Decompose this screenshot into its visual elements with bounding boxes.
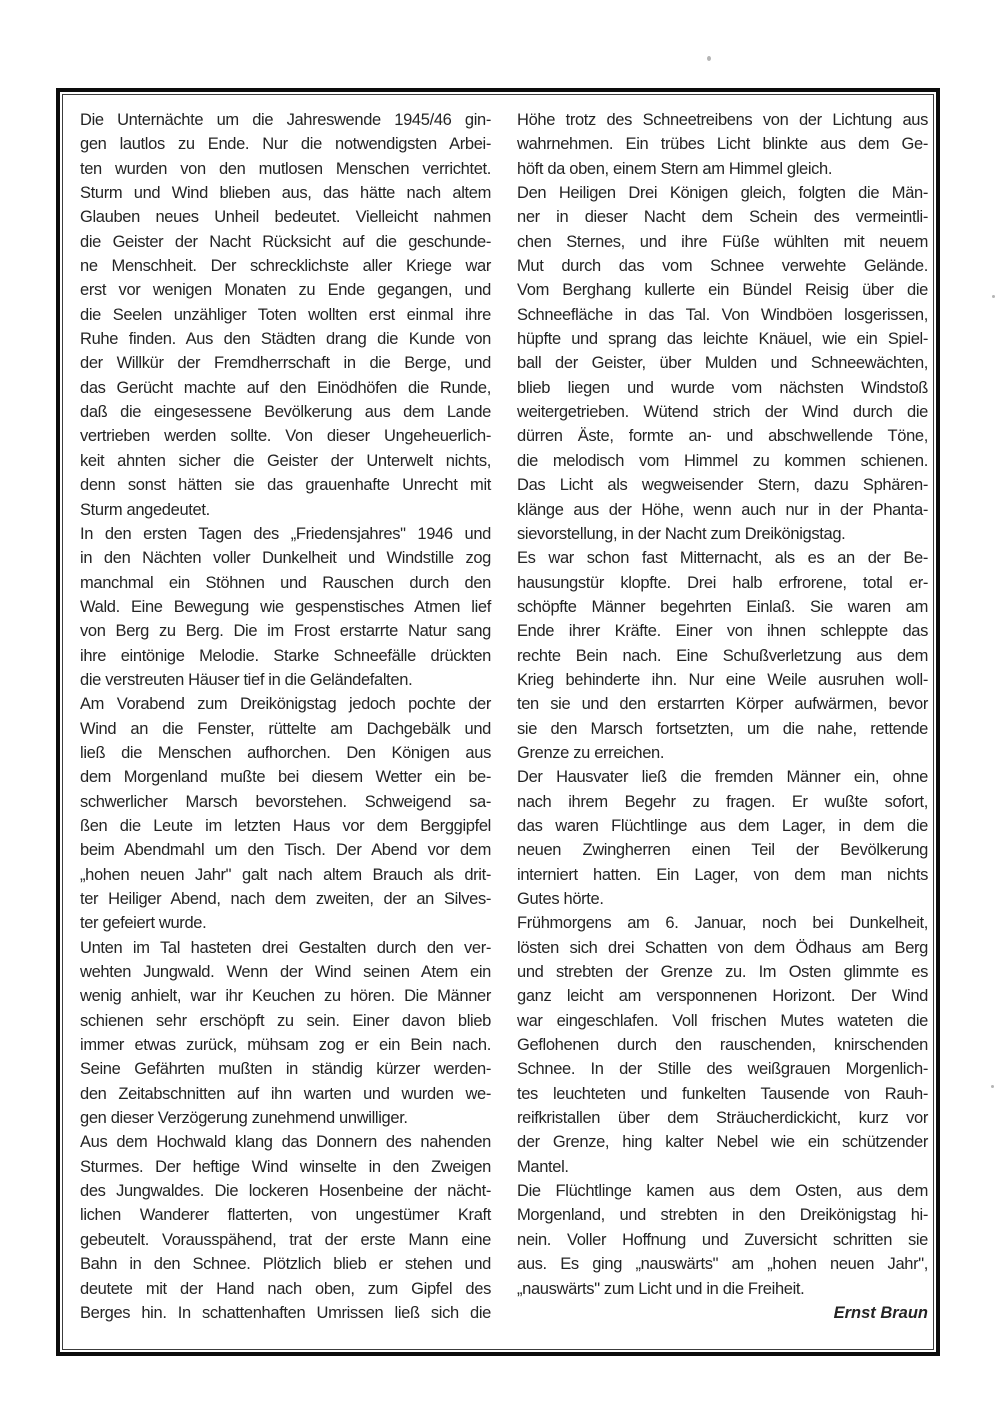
text-line: erst vor wenigen Monaten zu Ende gegangen, und [80, 281, 491, 300]
paragraph [80, 108, 491, 522]
text-line: neuen Zwingherren einen Teil der Bevölkerung [517, 841, 928, 860]
text-line: Krieg behinderte ihn. Nur eine Weile ausruhen woll- [517, 670, 928, 689]
text-line: Der Hausvater ließ die fremden Männer ein, ohne [517, 768, 928, 787]
text-line: sie den Marsch fortsetzten, um die nahe, rettende [517, 719, 928, 738]
text-line: manchmal ein Stöhnen und Rauschen durch den [80, 573, 491, 592]
text-line: weitergetrieben. Wütend strich der Wind durch die [517, 403, 928, 422]
text-line: Die Flüchtlinge kamen aus dem Osten, aus dem [517, 1182, 928, 1201]
text-line: den Zeitabschnitten auf ihn warten und wurden we- [80, 1084, 491, 1103]
text-line: Frühmorgens am 6. Januar, noch bei Dunkelheit, [517, 914, 928, 933]
text-line: das Gerücht machte auf den Einödhöfen die Runde, [80, 378, 491, 397]
text-line: klänge aus der Höhe, wenn auch nur in der Phanta- [517, 500, 928, 519]
text-column-right [517, 108, 928, 1340]
text-line: gen lautlos zu Ende. Nur die notwendigsten Arbei- [80, 135, 491, 154]
text-line: gebeutelt. Vorausspähend, trat der erste Mann eine [80, 1230, 491, 1249]
text-line: Sturmes. Der heftige Wind winselte in den Zweigen [80, 1157, 491, 1176]
text-line: tes leuchteten und funkelten Tausende von Rauh- [517, 1084, 928, 1103]
text-line: immer etwas zurück, mühsam zog er ein Bein nach. [80, 1036, 491, 1055]
text-line: war eingeschlafen. Voll frischen Mutes wateten die [517, 1011, 928, 1030]
text-line: Höhe trotz des Schneetreibens von der Lichtung aus [517, 111, 928, 129]
text-line: ließ die Menschen aufhorchen. Den Königen aus [80, 743, 491, 762]
paragraph [517, 546, 928, 765]
text-line: denn sonst hätten sie das grauenhafte Unrecht mit [80, 476, 491, 495]
text-line: gen dieser Verzögerung zunehmend unwilliger. [80, 1109, 408, 1128]
text-line: ball der Geister, über Mulden und Schneewächten, [517, 354, 928, 373]
text-line: die Geister der Nacht Rücksicht auf die geschunde- [80, 232, 491, 251]
author-signature: Ernst Braun [833, 1303, 928, 1322]
text-line: Glauben neues Unheil bedeutet. Vielleicht nahmen [80, 208, 491, 227]
scan-speck [992, 295, 995, 298]
text-line: die verstreuten Häuser tief in die Geländefalten. [80, 670, 413, 689]
text-line: ßen die Leute im letzten Haus vor dem Berggipfel [80, 816, 491, 835]
text-line: interniert hatten. Ein Lager, von dem man nichts [517, 865, 928, 884]
text-line: nein. Voller Hoffnung und Zuversicht schritten sie [517, 1230, 928, 1249]
page-content [80, 108, 928, 1340]
text-line: Seine Gefährten mußten in ständig kürzer werden- [80, 1060, 491, 1079]
text-line: der Grenze, hing kalter Nebel wie ein schützender [517, 1133, 928, 1152]
text-line: wenig anhielt, war ihr Keuchen zu hören. Die Männer [80, 987, 491, 1006]
text-line: ten sie und den erstarrten Körper aufwärmen, bevor [517, 695, 928, 714]
text-line: ter Heiliger Abend, nach dem zweiten, der an Silves- [80, 890, 491, 908]
text-line: Wald. Eine Bewegung wie gespenstisches Atmen lief [80, 597, 491, 616]
text-line: aus. Es ging „nauswärts" am „hohen neuen Jahr", [517, 1255, 928, 1274]
text-line: nach ihrem Begehr zu fragen. Er wußte sofort, [517, 792, 928, 811]
text-line: chen Sternes, und ihre Füße wühlten mit neuem [517, 232, 928, 251]
text-line: ne Menschheit. Der schrecklichste aller Kriege war [80, 257, 491, 276]
text-line: sievorstellung, in der Nacht zum Dreikönigstag. [517, 524, 846, 543]
text-line: Mut durch das vom Schnee verwehte Gelände. [517, 257, 928, 276]
text-line: wehten Jungwald. Wenn der Wind seinen Atem ein [80, 963, 491, 982]
text-line: rechte Bein nach. Eine Schußverletzung aus dem [517, 646, 928, 665]
text-line: Ruhe finden. Aus den Städten drang die Kunde von [80, 330, 491, 349]
text-line: vertrieben werden sollte. Von dieser Ungeheuerlich- [80, 427, 491, 446]
text-line: Wind an die Fenster, rüttelte am Dachgebälk und [80, 719, 491, 738]
text-line: ganz leicht am versponnenen Horizont. Der Wind [517, 987, 928, 1006]
text-line: dürren Äste, formte an- und abschwellende Töne, [517, 427, 928, 446]
text-line: ten wurden von den mutlosen Menschen verrichtet. [80, 159, 491, 178]
text-line: von Berg zu Berg. Die im Frost erstarrte Natur sang [80, 622, 491, 641]
text-line: Grenze zu erreichen. [517, 743, 665, 762]
text-line: Den Heiligen Drei Königen gleich, folgten die Män- [517, 184, 928, 203]
paragraph [80, 522, 491, 692]
text-line: ter gefeiert wurde. [80, 914, 207, 933]
text-line: Mantel. [517, 1157, 569, 1176]
text-line: dem Morgenland mußte bei diesem Wetter ein be- [80, 768, 491, 787]
text-line: keit ahnten sicher die Geister der Unterwelt nichts, [80, 451, 491, 470]
text-line: Das Licht als wegweisender Stern, dazu Sphären- [517, 476, 928, 495]
text-line: des Jungwaldes. Die lockeren Hosenbeine der nächt- [80, 1182, 491, 1201]
text-line: Aus dem Hochwald klang das Donnern des nahenden [80, 1133, 491, 1152]
text-line: schwerlicher Marsch bevorstehen. Schweigend sa- [80, 792, 491, 811]
text-line: die melodisch vom Himmel zu kommen schienen. [517, 451, 928, 470]
text-line: deutete mit der Hand nach oben, zum Gipfel des [80, 1279, 491, 1298]
text-line: schöpfte Männer begehrten Einlaß. Sie waren am [517, 597, 928, 616]
page-frame [56, 88, 940, 1356]
text-line: Sturm angedeutet. [80, 500, 210, 519]
text-line: schienen sehr erschöpft zu sein. Einer davon blieb [80, 1011, 491, 1030]
text-line: die Seelen unzähliger Toten wollten erst einmal ihre [80, 305, 491, 324]
text-line: wahrnehmen. Ein trübes Licht blinkte aus dem Ge- [517, 135, 928, 154]
text-line: der Willkür der Fremdherrschaft in die Berge, und [80, 354, 491, 373]
text-line: hüpfte und sprang das leichte Knäuel, wie ein Spiel- [517, 330, 928, 349]
paragraph [517, 181, 928, 546]
scan-speck [991, 1085, 994, 1088]
text-line: Am Vorabend zum Dreikönigstag jedoch pochte der [80, 695, 491, 714]
text-line: daß die eingesessene Bevölkerung aus dem Lande [80, 403, 491, 422]
paragraph [80, 692, 491, 935]
text-line: Bahn in den Schnee. Plötzlich blieb er stehen und [80, 1255, 491, 1274]
text-line: Morgenland, und strebten in den Dreikönigstag hi- [517, 1206, 928, 1225]
paragraph [80, 1130, 491, 1325]
text-line: ihre eintönige Melodie. Starke Schneefälle drückten [80, 646, 491, 665]
text-line: lösten sich drei Schatten von dem Ödhaus am Berg [517, 938, 928, 957]
text-line: Es war schon fast Mitternacht, als es an der Be- [517, 549, 928, 568]
paragraph [80, 936, 491, 1131]
text-line: Ende ihrer Kräfte. Einer von ihnen schleppte das [517, 622, 928, 641]
text-line: „hohen neuen Jahr" galt nach altem Brauch als drit- [80, 865, 491, 884]
paragraph [517, 1179, 928, 1301]
text-line: Schnee. In der Stille des weißgrauen Morgenlich- [517, 1060, 928, 1079]
text-line: Unten im Tal hasteten drei Gestalten durch den ver- [80, 938, 491, 957]
paragraph [517, 765, 928, 911]
text-line: Schneefläche in das Tal. Von Windböen losgerissen, [517, 305, 928, 324]
text-line: Die Unternächte um die Jahreswende 1945/46 gin- [80, 111, 491, 129]
paragraph [517, 911, 928, 1179]
text-line: Vom Berghang kullerte ein Bündel Reisig über die [517, 281, 928, 300]
paragraph [517, 108, 928, 181]
text-line: Berges hin. In schattenhaften Umrissen ließ sich die [80, 1303, 491, 1322]
text-line: Sturm und Wind blieben aus, das hätte nach altem [80, 184, 491, 203]
text-line: In den ersten Tagen des „Friedensjahres" 1946 und [80, 524, 491, 543]
text-line: Gutes hörte. [517, 890, 604, 908]
text-line: in den Nächten voller Dunkelheit und Windstille zog [80, 549, 491, 568]
text-line: lichen Wanderer flatterten, von ungestümer Kraft [80, 1206, 491, 1225]
text-line: hausungstür klopfte. Drei halb erfrorene, total er- [517, 573, 928, 592]
text-line: „nauswärts" zum Licht und in die Freiheit. [517, 1279, 805, 1298]
scan-speck [707, 56, 711, 61]
text-line: ner in dieser Nacht dem Schein des vermeintli- [517, 208, 928, 227]
text-line: und strebten der Grenze zu. Im Osten glimmte es [517, 963, 928, 982]
text-line: das waren Flüchtlinge aus dem Lager, in dem die [517, 816, 928, 835]
text-line: höft da oben, einem Stern am Himmel gleich. [517, 159, 833, 178]
text-column-left [80, 108, 491, 1340]
text-line: reifkristallen über dem Sträucherdickicht, kurz vor [517, 1109, 928, 1128]
text-line: Geflohenen durch den rauschenden, knirschenden [517, 1036, 928, 1055]
text-line: beim Abendmahl um den Tisch. Der Abend vor dem [80, 841, 491, 860]
text-line: blieb liegen und wurde vom nächsten Windstoß [517, 378, 928, 397]
